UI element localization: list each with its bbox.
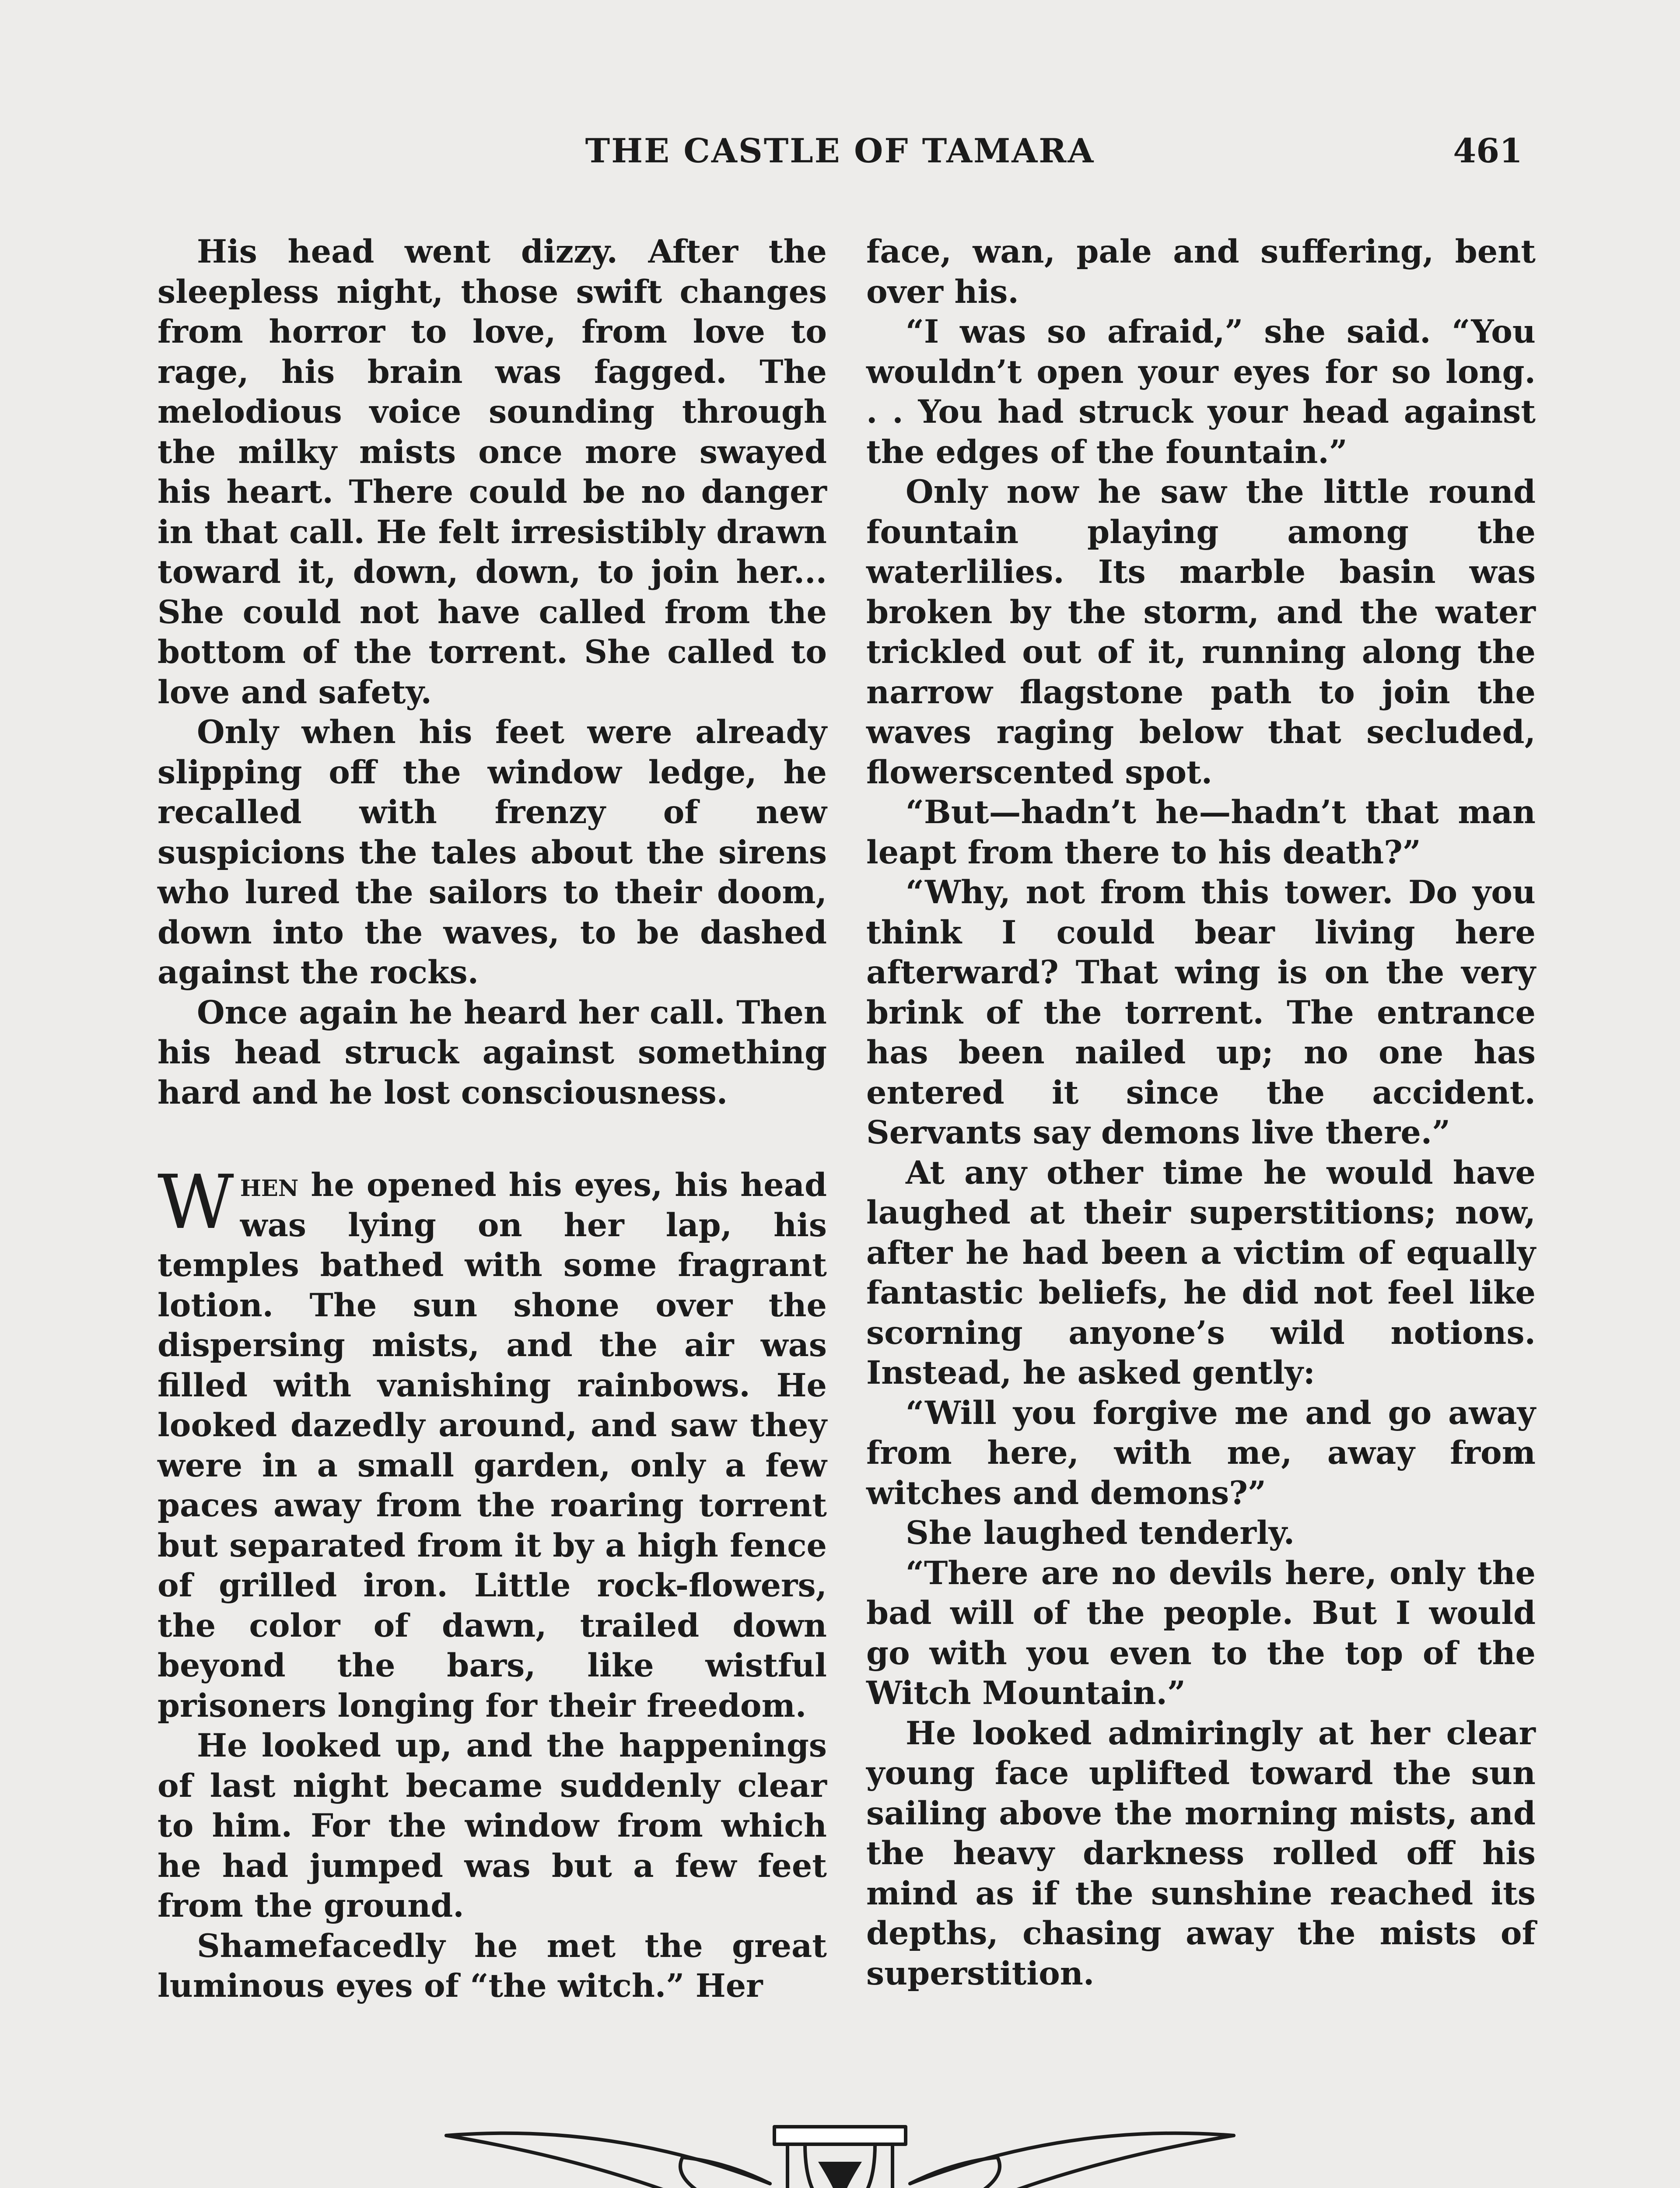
paragraph: “I was so afraid,” she said. “You wouldn’t open your eyes for so long. . . You had struck your head against the edges of the fountain.” <box>866 313 1536 471</box>
small-caps-lead: hen <box>240 1166 299 1204</box>
paragraph: face, wan, pale and suffering, bent over his. <box>866 233 1536 311</box>
paragraph-text: he opened his eyes, his head was lying on her lap, his temples bathed with some fragrant lotion. The sun shone over the dispersing mists, and the air was filled with vanishing rainbows. He looked dazedly around, and saw they were in a small garden, only a few paces away from the roaring torrent but separated from it by a high fence of grilled iron. Little rock-flowers, the color of dawn, trailed down beyond the bars, like wistful prisoners longing for their freedom. <box>158 1166 827 1725</box>
paragraph: Only when his feet were already slipping off the window ledge, he recalled with frenzy of new suspicions the tales about the sirens who lured the sailors to their doom, down into the waves, to be dashed against the rocks. <box>158 713 827 991</box>
paragraph: “There are no devils here, only the bad will of the people. But I would go with you even to the top of the Witch Mountain.” <box>866 1554 1536 1712</box>
left-column <box>158 232 827 2006</box>
running-title: THE CASTLE OF TAMARA <box>585 131 1095 170</box>
paragraph: “Will you forgive me and go away from here, with me, away from witches and demons?” <box>866 1394 1536 1512</box>
drop-cap: W <box>158 1159 234 1246</box>
running-head <box>0 131 1680 184</box>
page-number: 461 <box>1453 131 1522 170</box>
paragraph: At any other time he would have laughed at their superstitions; now, after he had been a victim of equally fantastic beliefs, he did not feel like scorning anyone’s wild notions. Instead, he asked gently: <box>866 1154 1536 1392</box>
paragraph: Only now he saw the little round fountain playing among the waterlilies. Its marble basin was broken by the storm, and the water trickled out of it, running along the narrow flagstone path to join the waves raging below that secluded, flowerscented spot. <box>866 473 1536 791</box>
right-column <box>866 232 1536 1994</box>
paragraph: His head went dizzy. After the sleepless night, those swift changes from horror to love, from love to rage, his brain was fagged. The melodious voice sounding through the milky mists once more swayed his heart. There could be no danger in that call. He felt irresistibly drawn toward it, down, down, to join her... She could not have called from the bottom of the torrent. She called to love and safety. <box>158 233 827 711</box>
paragraph: He looked admiringly at her clear young face uplifted toward the sun sailing above the morning mists, and the heavy darkness rolled off his mind as if the sunshine reached its depths, chasing away the mists of superstition. <box>866 1714 1536 1992</box>
paragraph: Shamefacedly he met the great luminous eyes of “the witch.” Her <box>158 1927 827 2005</box>
paragraph: Once again he heard her call. Then his head struck against something hard and he lost consciousness. <box>158 993 827 1112</box>
paragraph: She laughed tenderly. <box>906 1514 1295 1552</box>
paragraph: He looked up, and the happenings of last night became suddenly clear to him. For the window from which he had jumped was but a few feet from the ground. <box>158 1727 827 1925</box>
section-opening-paragraph <box>158 1159 827 1726</box>
winged-hourglass-icon <box>438 2109 1242 2188</box>
paragraph: “But—hadn’t he—hadn’t that man leapt from there to his death?” <box>866 793 1536 871</box>
paragraph: “Why, not from this tower. Do you think I could bear living here afterward? That wing is on the very brink of the torrent. The entrance has been nailed up; no one has entered it since the accident. Servants say demons live there.” <box>866 873 1536 1151</box>
